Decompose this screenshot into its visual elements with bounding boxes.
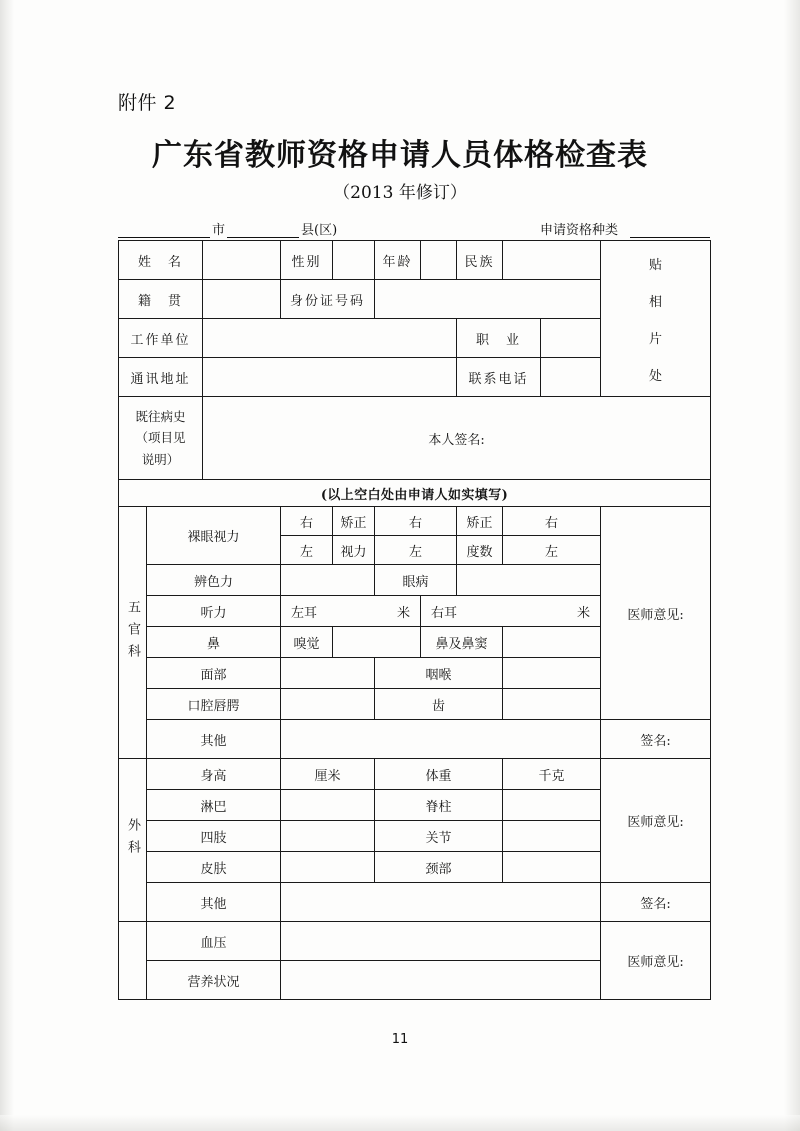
table-row-ent-other [119, 720, 711, 759]
surgery-other-value-cell[interactable] [281, 883, 601, 922]
table-row-name [119, 241, 711, 280]
table-row-note [119, 480, 711, 507]
corrected-vision-label-bottom: 视力 [333, 536, 375, 565]
eye-disease-label: 眼病 [375, 565, 457, 596]
corrected-vision-left-label: 左 [375, 536, 457, 565]
phone-value-cell[interactable] [541, 358, 601, 397]
limbs-value-cell[interactable] [281, 821, 375, 852]
face-value-cell[interactable] [281, 658, 375, 689]
table-row-vision-right [119, 507, 711, 536]
section-label-general [119, 922, 147, 1000]
lymph-value-cell[interactable] [281, 790, 375, 821]
name-label: 姓 名 [119, 241, 203, 280]
hearing-label: 听力 [147, 596, 281, 627]
spine-label: 脊柱 [375, 790, 503, 821]
section-label-ent [119, 507, 147, 759]
qualification-type-field [538, 223, 710, 238]
left-ear-unit: 米 [397, 605, 411, 621]
address-label: 通讯地址 [119, 358, 203, 397]
right-ear-unit: 米 [577, 605, 591, 621]
ent-other-label: 其他 [147, 720, 281, 759]
medical-history-label-line1: 既往病史 [135, 409, 186, 425]
photo-char-3: 片 [649, 331, 663, 347]
limbs-label: 四肢 [147, 821, 281, 852]
skin-label: 皮肤 [147, 852, 281, 883]
mouth-value-cell[interactable] [281, 689, 375, 720]
page-number: 11 [391, 1032, 409, 1047]
photo-char-1: 贴 [649, 257, 663, 273]
county-input-line[interactable] [227, 223, 299, 238]
physical-examination-table [118, 240, 711, 1000]
nutrition-value-cell[interactable] [281, 961, 601, 1000]
photo-area[interactable] [601, 241, 711, 397]
self-signature-label: 本人签名: [428, 432, 485, 448]
meta-line [118, 216, 710, 238]
neck-label: 颈部 [375, 852, 503, 883]
bare-vision-label: 裸眼视力 [147, 507, 281, 565]
height-unit-cell[interactable]: 厘米 [281, 759, 375, 790]
left-ear-label: 左耳 [291, 605, 318, 621]
blood-pressure-label: 血压 [147, 922, 281, 961]
table-row-height-weight [119, 759, 711, 790]
page-title: 广东省教师资格申请人员体格检查表 [152, 138, 648, 173]
nutrition-label: 营养状况 [147, 961, 281, 1000]
medical-history-label-line2: （项目见 [135, 430, 186, 446]
occupation-label: 职 业 [457, 319, 541, 358]
color-vision-label: 辨色力 [147, 565, 281, 596]
corrected-degree-label-top: 矫正 [457, 507, 503, 536]
section-label-ent-text: 五官科 [125, 599, 140, 666]
bare-vision-right-label: 右 [281, 507, 333, 536]
scan-edge-bottom [0, 1115, 800, 1131]
native-place-label: 籍 贯 [119, 280, 203, 319]
joints-value-cell[interactable] [503, 821, 601, 852]
medical-history-label-line3: 说明） [141, 451, 180, 467]
city-input-line[interactable] [118, 223, 210, 238]
surgery-doctor-opinion[interactable]: 医师意见: [601, 759, 711, 883]
gender-value-cell[interactable] [333, 241, 375, 280]
surgery-signature-label[interactable]: 签名: [601, 883, 711, 922]
weight-unit-cell[interactable]: 千克 [503, 759, 601, 790]
address-value-cell[interactable] [203, 358, 457, 397]
smell-label: 嗅觉 [281, 627, 333, 658]
lymph-label: 淋巴 [147, 790, 281, 821]
city-suffix-label: 市 [212, 223, 226, 238]
name-value-cell[interactable] [203, 241, 281, 280]
face-label: 面部 [147, 658, 281, 689]
mouth-lip-palate-label: 口腔唇腭 [147, 689, 281, 720]
surgery-other-label: 其他 [147, 883, 281, 922]
neck-value-cell[interactable] [503, 852, 601, 883]
county-suffix-label: 县(区) [301, 223, 338, 238]
skin-value-cell[interactable] [281, 852, 375, 883]
table-row-medical-history [119, 397, 711, 480]
corrected-vision-right-label: 右 [375, 507, 457, 536]
bare-vision-left-label: 左 [281, 536, 333, 565]
qualification-type-label: 申请资格种类 [539, 223, 618, 238]
corrected-degree-label-bottom: 度数 [457, 536, 503, 565]
ent-other-value-cell[interactable] [281, 720, 601, 759]
applicant-fill-note: (以上空白处由申请人如实填写) [119, 480, 711, 507]
occupation-value-cell[interactable] [541, 319, 601, 358]
hearing-right-ear-cell[interactable] [421, 596, 601, 627]
id-number-label: 身份证号码 [281, 280, 375, 319]
table-row-blood-pressure [119, 922, 711, 961]
qualification-type-input-line[interactable] [630, 223, 710, 238]
corrected-degree-left-label: 左 [503, 536, 601, 565]
table-row-surgery-other [119, 883, 711, 922]
ent-doctor-opinion[interactable]: 医师意见: [601, 507, 711, 720]
section-label-surgery-text: 外科 [125, 818, 140, 862]
nose-sinus-value-cell[interactable] [503, 627, 601, 658]
page-subtitle: （2013 年修订） [333, 183, 467, 203]
color-vision-value-cell[interactable] [281, 565, 375, 596]
throat-value-cell[interactable] [503, 658, 601, 689]
native-place-value-cell[interactable] [203, 280, 281, 319]
age-value-cell[interactable] [421, 241, 457, 280]
blood-pressure-value-cell[interactable] [281, 922, 601, 961]
ethnicity-value-cell[interactable] [503, 241, 601, 280]
spine-value-cell[interactable] [503, 790, 601, 821]
corrected-degree-right-label: 右 [503, 507, 601, 536]
right-ear-label: 右耳 [431, 605, 458, 621]
work-unit-label: 工作单位 [119, 319, 203, 358]
medical-history-value-cell[interactable] [203, 397, 711, 480]
joints-label: 关节 [375, 821, 503, 852]
section-label-surgery [119, 759, 147, 922]
general-doctor-opinion[interactable]: 医师意见: [601, 922, 711, 1000]
phone-label: 联系电话 [457, 358, 541, 397]
hearing-left-ear-cell[interactable] [281, 596, 421, 627]
attachment-label: 附件 2 [118, 92, 177, 114]
photo-char-4: 处 [649, 368, 663, 384]
smell-value-cell[interactable] [333, 627, 421, 658]
ethnicity-label: 民族 [457, 241, 503, 280]
teeth-value-cell[interactable] [503, 689, 601, 720]
age-label: 年龄 [375, 241, 421, 280]
height-label: 身高 [147, 759, 281, 790]
medical-history-label [119, 397, 203, 480]
work-unit-value-cell[interactable] [203, 319, 457, 358]
eye-disease-value-cell[interactable] [457, 565, 601, 596]
location-fields [118, 223, 339, 238]
nose-label: 鼻 [147, 627, 281, 658]
corrected-vision-label-top: 矫正 [333, 507, 375, 536]
weight-label: 体重 [375, 759, 503, 790]
id-number-value-cell[interactable] [375, 280, 601, 319]
teeth-label: 齿 [375, 689, 503, 720]
photo-char-2: 相 [649, 294, 663, 310]
ent-signature-label[interactable]: 签名: [601, 720, 711, 759]
gender-label: 性别 [281, 241, 333, 280]
throat-label: 咽喉 [375, 658, 503, 689]
nose-sinus-label: 鼻及鼻窦 [421, 627, 503, 658]
